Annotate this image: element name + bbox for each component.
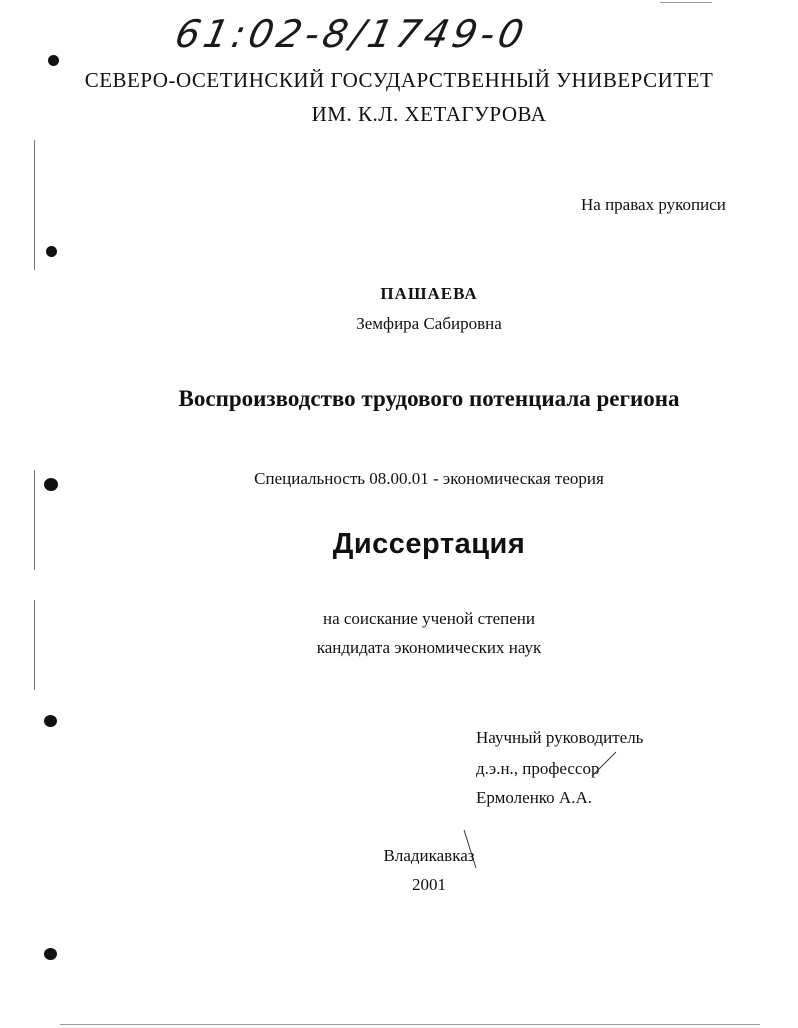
author-surname: ПАШАЕВА xyxy=(380,284,478,303)
scan-margin-line xyxy=(34,140,35,270)
advisor-name: Ермоленко А.А. xyxy=(476,788,592,807)
handwritten-archive-code: 61:02-8/1749-0 xyxy=(171,12,532,56)
scan-edge-line xyxy=(60,1024,760,1025)
year: 2001 xyxy=(412,875,446,894)
specialty: Специальность 08.00.01 - экономическая теория xyxy=(254,469,604,488)
advisor-title: д.э.н., профессор xyxy=(476,759,600,778)
binder-hole-mark xyxy=(44,948,57,960)
author-given-names: Земфира Сабировна xyxy=(356,314,502,333)
degree-line2: кандидата экономических наук xyxy=(316,638,542,657)
document-type: Диссертация xyxy=(332,528,526,560)
manuscript-rights-note: На правах рукописи xyxy=(581,195,726,214)
pen-stroke-mark xyxy=(590,748,620,778)
thesis-title: Воспроизводство трудового потенциала региона xyxy=(178,386,680,411)
advisor-role: Научный руководитель xyxy=(476,728,644,747)
binder-hole-mark xyxy=(48,55,59,66)
university-name-line1: СЕВЕРО-ОСЕТИНСКИЙ ГОСУДАРСТВЕННЫЙ УНИВЕРСИТЕТ xyxy=(84,68,714,92)
scan-edge-line xyxy=(660,2,712,3)
university-name-line2: ИМ. К.Л. ХЕТАГУРОВА xyxy=(311,102,547,126)
binder-hole-mark xyxy=(44,715,57,727)
binder-hole-mark xyxy=(46,246,57,257)
city: Владикавказ xyxy=(383,846,475,865)
degree-line1: на соискание ученой степени xyxy=(322,609,536,628)
